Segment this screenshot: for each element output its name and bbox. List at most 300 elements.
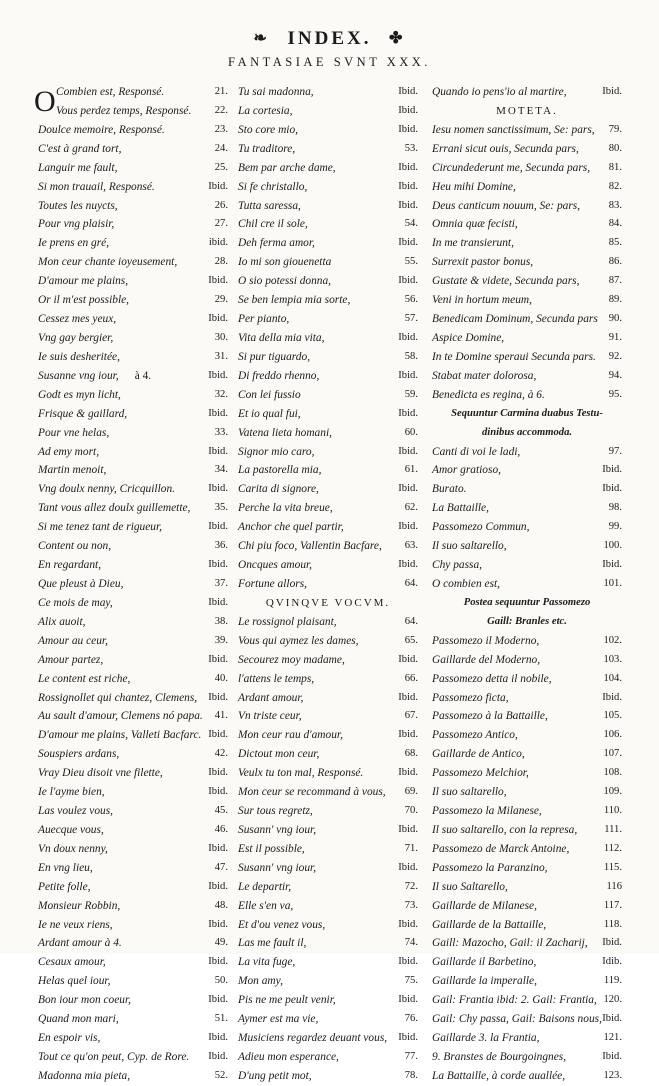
entry-page: Idib. xyxy=(602,956,622,968)
entry-title: Le rossignol plaisant, xyxy=(238,615,337,628)
entry-title: Musiciens regardez deuant vous, xyxy=(238,1032,388,1045)
entry-title: Au sault d'amour, Clemens nó papa. xyxy=(38,710,203,723)
index-entry xyxy=(238,215,418,234)
entry-title: Susann' vng iour, xyxy=(238,861,317,874)
entry-title: Carita di signore, xyxy=(238,483,319,496)
entry-title: Amour partez, xyxy=(38,653,104,666)
entry-page: 99. xyxy=(608,521,622,533)
index-entry xyxy=(238,953,418,972)
index-entry xyxy=(238,121,418,140)
entry-page: 66. xyxy=(404,672,418,684)
entry-title: Pour vng plaisir, xyxy=(38,218,115,231)
entry-title: Ardant amour, xyxy=(238,691,304,704)
index-entry xyxy=(238,859,418,878)
entry-title: Sto core mio, xyxy=(238,123,299,136)
entry-page: Ibid. xyxy=(398,918,418,930)
index-entry xyxy=(238,916,418,935)
entry-title: Con lei fussio xyxy=(238,388,301,401)
index-entry xyxy=(38,215,228,234)
index-entry xyxy=(38,651,228,670)
index-entry xyxy=(238,632,418,651)
index-entry xyxy=(238,934,418,953)
entry-title: En espoir vis, xyxy=(38,1032,101,1045)
entry-page: 71. xyxy=(404,842,418,854)
entry-page: 61. xyxy=(404,464,418,476)
entry-title: Sur tous regretz, xyxy=(238,805,313,818)
index-entry xyxy=(238,499,418,518)
index-entry xyxy=(38,972,228,991)
index-entry xyxy=(38,386,228,405)
entry-page: 85. xyxy=(608,237,622,249)
entry-title: C'est à grand tort, xyxy=(38,142,122,155)
entry-page: 55. xyxy=(404,256,418,268)
index-entry xyxy=(432,1029,622,1048)
index-entry xyxy=(238,745,418,764)
entry-page: Ibid. xyxy=(208,180,228,192)
entry-page: 26. xyxy=(214,199,228,211)
entry-page: 45. xyxy=(214,805,228,817)
entry-page: Ibid. xyxy=(398,445,418,457)
entry-page: 79. xyxy=(608,123,622,135)
index-entry xyxy=(38,272,228,291)
entry-title: Monsieur Robbin, xyxy=(38,899,121,912)
index-entry xyxy=(38,1067,228,1086)
section-note: Postea sequuntur Passomezo xyxy=(463,596,591,608)
entry-title: Anchor che quel partir, xyxy=(238,521,344,534)
entry-page: 101. xyxy=(603,577,622,589)
entry-page: 92. xyxy=(608,350,622,362)
entry-title: Vng gay bergier, xyxy=(38,331,114,344)
entry-title: Per pianto, xyxy=(238,313,290,326)
index-entry xyxy=(432,253,622,272)
entry-title: La Battaille, xyxy=(432,502,489,515)
entry-title: Or il m'est possible, xyxy=(38,294,130,307)
entry-page: Ibid. xyxy=(602,1051,622,1063)
entry-page: 84. xyxy=(608,218,622,230)
index-entry xyxy=(38,726,228,745)
index-entry xyxy=(238,1048,418,1067)
entry-page: Ibid. xyxy=(602,559,622,571)
entry-title: Gaillarde de Milanese, xyxy=(432,899,537,912)
entry-title: Elle s'en va, xyxy=(238,899,294,912)
entry-page: Ibid. xyxy=(398,86,418,97)
entry-title: Vn doux nenny, xyxy=(38,842,108,855)
entry-page: Ibid. xyxy=(398,521,418,533)
entry-page: 76. xyxy=(404,1013,418,1025)
entry-page: Ibid. xyxy=(398,823,418,835)
entry-page: Ibid. xyxy=(602,86,622,97)
entry-title: Et io qual fui, xyxy=(238,407,301,420)
entry-page: Ibid. xyxy=(208,729,228,741)
entry-title: Le content est riche, xyxy=(38,672,131,685)
entry-page: 29. xyxy=(214,294,228,306)
index-entry xyxy=(238,443,418,462)
index-entry xyxy=(38,1029,228,1048)
index-entry xyxy=(38,1010,228,1029)
entry-title: Languir me fault, xyxy=(38,161,118,174)
entry-page: 32. xyxy=(214,388,228,400)
index-entry xyxy=(432,745,622,764)
entry-page: Ibid. xyxy=(398,407,418,419)
entry-page: Ibid. xyxy=(602,691,622,703)
entry-page: 106. xyxy=(603,729,622,741)
section-note: dinibus accommoda. xyxy=(481,426,573,438)
index-entry xyxy=(432,367,622,386)
index-entry xyxy=(38,197,228,216)
entry-page: 68. xyxy=(404,748,418,760)
entry-page: 25. xyxy=(214,161,228,173)
index-entry xyxy=(38,934,228,953)
entry-title: Veni in hortum meum, xyxy=(432,294,532,307)
entry-title: Chi piu foco, Vallentin Bacfare, xyxy=(238,540,382,553)
index-entry xyxy=(238,1029,418,1048)
entry-title: Content ou non, xyxy=(38,540,112,553)
index-entry xyxy=(38,499,228,518)
index-entry xyxy=(238,1067,418,1086)
index-entry xyxy=(238,726,418,745)
entry-page: 108. xyxy=(603,767,622,779)
entry-title: Tu traditore, xyxy=(238,142,296,155)
entry-title: Tout ce qu'on peut, Cyp. de Rore. xyxy=(38,1051,190,1064)
entry-title: En regardant, xyxy=(38,559,102,572)
index-entry xyxy=(238,991,418,1010)
index-entry xyxy=(432,197,622,216)
entry-page: Ibid. xyxy=(208,994,228,1006)
entry-page: 90. xyxy=(608,313,622,325)
index-entry xyxy=(432,310,622,329)
index-entry xyxy=(432,840,622,859)
entry-title: Gail: Frantia ibid: 2. Gail: Frantia, xyxy=(432,994,597,1007)
index-entry xyxy=(38,859,228,878)
entry-page: Ibid. xyxy=(398,104,418,116)
entry-page: Ibid. xyxy=(208,767,228,779)
index-entry xyxy=(38,991,228,1010)
section-note: Gaill: Branles etc. xyxy=(487,615,567,627)
index-entry xyxy=(38,840,228,859)
index-entry xyxy=(432,972,622,991)
entry-page: Ibid. xyxy=(208,880,228,892)
entry-page: 109. xyxy=(603,786,622,798)
entry-title: Passomezo Melchior, xyxy=(432,767,529,780)
index-entry xyxy=(432,859,622,878)
index-entry xyxy=(432,1067,622,1086)
entry-page: 75. xyxy=(404,975,418,987)
fleuron-left-icon: ❧ xyxy=(253,30,270,47)
index-entry xyxy=(432,953,622,972)
entry-title: Mon ceur rau d'amour, xyxy=(238,729,343,742)
entry-page: 94. xyxy=(608,369,622,381)
entry-page: Ibid. xyxy=(398,161,418,173)
entry-page: 50. xyxy=(214,975,228,987)
entry-title: Burato. xyxy=(432,483,467,496)
index-entry xyxy=(38,480,228,499)
entry-page: 53. xyxy=(404,142,418,154)
entry-page: 107. xyxy=(603,748,622,760)
entry-title: Omnia quæ fecisti, xyxy=(432,218,518,231)
entry-page: 115. xyxy=(603,861,622,873)
entry-page: 119. xyxy=(603,975,622,987)
index-entry xyxy=(238,764,418,783)
entry-voices: à 4. xyxy=(134,369,152,382)
entry-page: Ibid. xyxy=(208,521,228,533)
entry-title: Ie l'ayme bien, xyxy=(38,786,105,799)
entry-title: Signor mio caro, xyxy=(238,445,315,458)
index-entry xyxy=(238,140,418,159)
entry-title: Mon ceur chante ioyeusement, xyxy=(38,256,178,269)
entry-page: Ibid. xyxy=(398,559,418,571)
entry-page: Ibid. xyxy=(398,123,418,135)
entry-page: 116 xyxy=(606,880,622,892)
entry-title: Errani sicut ouis, Secunda pars, xyxy=(432,142,579,155)
entry-title: Vng doulx nenny, Cricquillon. xyxy=(38,483,175,496)
section-heading: MOTETA. xyxy=(496,104,558,117)
entry-page: 89. xyxy=(608,294,622,306)
index-entry xyxy=(38,291,228,310)
entry-title: Stabat mater dolorosa, xyxy=(432,369,537,382)
entry-page: 41. xyxy=(214,710,228,722)
entry-page: 112. xyxy=(603,842,622,854)
entry-title: Gaillarde 3. la Frantia, xyxy=(432,1032,540,1045)
entry-page: 67. xyxy=(404,710,418,722)
index-entry xyxy=(238,272,418,291)
index-entry xyxy=(432,1010,622,1029)
entry-title: Passomezo Commun, xyxy=(432,521,530,534)
index-entry xyxy=(38,594,228,613)
entry-title: Et d'ou venez vous, xyxy=(238,918,326,931)
index-entry xyxy=(38,613,228,632)
entry-page: Ibid. xyxy=(398,1032,418,1044)
index-column-right xyxy=(432,83,622,1086)
entry-title: Deus canticum nouum, Se: pars, xyxy=(432,199,581,212)
index-entry xyxy=(38,878,228,897)
entry-page: Ibid. xyxy=(398,180,418,192)
index-entry xyxy=(38,461,228,480)
entry-title: Ardant amour à 4. xyxy=(38,937,122,950)
index-entry xyxy=(238,329,418,348)
entry-title: Chy passa, xyxy=(432,559,482,572)
entry-title: Heu mihi Domine, xyxy=(432,180,516,193)
entry-page: 64. xyxy=(404,577,418,589)
entry-page: 37. xyxy=(214,577,228,589)
entry-title: Canti di voi le ladi, xyxy=(432,445,521,458)
entry-page: Ibid. xyxy=(208,407,228,419)
entry-page: Ibid. xyxy=(602,937,622,949)
entry-page: Ibid. xyxy=(602,1013,622,1025)
entry-page: 36. xyxy=(214,540,228,552)
entry-page: 105. xyxy=(603,710,622,722)
entry-page: 77. xyxy=(404,1051,418,1063)
index-entry xyxy=(238,1010,418,1029)
entry-page: 38. xyxy=(214,615,228,627)
index-entry xyxy=(238,197,418,216)
entry-title: Gaillarde del Moderno, xyxy=(432,653,541,666)
entry-page: 59. xyxy=(404,388,418,400)
entry-page: 47. xyxy=(214,861,228,873)
index-entry xyxy=(38,329,228,348)
entry-page: Ibid. xyxy=(398,691,418,703)
entry-title: Auecque vous, xyxy=(38,823,104,836)
index-entry xyxy=(432,234,622,253)
entry-title: D'amour me plains, Valleti Bacfarc. xyxy=(38,729,202,742)
entry-title: Las voulez vous, xyxy=(38,805,113,818)
index-entry xyxy=(432,272,622,291)
index-entry xyxy=(238,670,418,689)
entry-title: Ie suis desheritée, xyxy=(38,350,120,363)
section-heading: QVINQVE VOCVM. xyxy=(265,596,391,609)
entry-title: Perche la vita breue, xyxy=(238,502,333,515)
entry-page: 111. xyxy=(604,823,622,835)
index-entry xyxy=(432,802,622,821)
entry-title: La vita fuge, xyxy=(238,956,296,969)
entry-page: 63. xyxy=(404,540,418,552)
index-entry xyxy=(38,783,228,802)
entry-title: Que pleust à Dieu, xyxy=(38,577,124,590)
entry-page: Ibid. xyxy=(398,199,418,211)
index-entry xyxy=(432,764,622,783)
entry-page: 121. xyxy=(603,1032,622,1044)
entry-title: Las me fault il, xyxy=(238,937,307,950)
index-entry xyxy=(38,689,228,708)
index-entry xyxy=(238,689,418,708)
entry-page: Ibid. xyxy=(602,483,622,495)
entry-title: Susann' vng iour, xyxy=(238,823,317,836)
entry-title: Passomezo detta il nobile, xyxy=(432,672,552,685)
entry-title: Petite folle, xyxy=(38,880,91,893)
index-entry xyxy=(432,707,622,726)
index-entry xyxy=(38,405,228,424)
entry-page: Ibid. xyxy=(398,767,418,779)
entry-title: Deh ferma amor, xyxy=(238,237,315,250)
entry-page: 80. xyxy=(608,142,622,154)
entry-page: 31. xyxy=(214,350,228,362)
index-entry xyxy=(432,878,622,897)
entry-title: Si mon trauail, Responsé. xyxy=(38,180,155,193)
entry-title: Gaill: Mazocho, Gail: il Zacharij, xyxy=(432,937,588,950)
index-entry xyxy=(38,178,228,197)
index-entry xyxy=(238,424,418,443)
entry-title: Passomezo Antico, xyxy=(432,729,518,742)
index-entry xyxy=(238,480,418,499)
entry-title: Bem par arche dame, xyxy=(238,161,336,174)
entry-page: 117. xyxy=(603,899,622,911)
entry-title: Quando io pens'io al martire, xyxy=(432,86,567,98)
index-entry xyxy=(432,215,622,234)
entry-page: 35. xyxy=(214,502,228,514)
entry-title: Iesu nomen sanctissimum, Se: pars, xyxy=(432,123,595,136)
index-entry xyxy=(432,670,622,689)
index-entry xyxy=(238,102,418,121)
entry-page: 102. xyxy=(603,634,622,646)
index-entry xyxy=(432,443,622,462)
index-entry xyxy=(238,386,418,405)
entry-title: La cortesia, xyxy=(238,104,293,117)
entry-page: Ibid. xyxy=(398,861,418,873)
index-entry xyxy=(38,897,228,916)
index-entry xyxy=(38,556,228,575)
entry-title: Io mi son giouenetta xyxy=(238,256,332,269)
entry-page: 64. xyxy=(404,615,418,627)
entry-page: Ibid. xyxy=(208,786,228,798)
entry-title: Vn triste ceur, xyxy=(238,710,302,723)
entry-title: Passomezo de Marck Antoine, xyxy=(432,842,570,855)
index-entry xyxy=(38,575,228,594)
index-entry xyxy=(38,424,228,443)
index-entry xyxy=(238,556,418,575)
entry-title: Le departir, xyxy=(238,880,292,893)
index-entry xyxy=(432,159,622,178)
entry-page: Ibid. xyxy=(208,369,228,381)
entry-title: Veulx tu ton mal, Responsé. xyxy=(238,767,364,780)
index-entry xyxy=(38,1048,228,1067)
entry-page: Ibid. xyxy=(208,1032,228,1044)
entry-title: Godt es myn licht, xyxy=(38,388,121,401)
entry-page: 56. xyxy=(404,294,418,306)
section-heading-fantasiae: FANTASIAE SVNT XXX. xyxy=(228,55,431,69)
entry-title: Cessez mes yeux, xyxy=(38,313,117,326)
index-entry xyxy=(238,348,418,367)
index-entry xyxy=(432,329,622,348)
entry-title: In te Domine speraui Secunda pars. xyxy=(432,350,596,363)
entry-page: 73. xyxy=(404,899,418,911)
entry-page: Ibid. xyxy=(208,275,228,287)
index-entry xyxy=(238,234,418,253)
index-entry xyxy=(38,121,228,140)
index-entry xyxy=(38,102,228,121)
entry-page: 78. xyxy=(404,1069,418,1081)
entry-page: 39. xyxy=(214,634,228,646)
entry-title: Circundederunt me, Secunda pars, xyxy=(432,161,591,174)
index-entry xyxy=(38,745,228,764)
index-entry xyxy=(432,916,622,935)
entry-page: 42. xyxy=(214,748,228,760)
entry-title: Tu sai madonna, xyxy=(238,86,314,98)
entry-page: 21. xyxy=(214,86,228,97)
entry-title: Passomezo il Moderno, xyxy=(432,634,540,647)
index-entry xyxy=(432,934,622,953)
index-entry xyxy=(432,556,622,575)
index-entry xyxy=(38,670,228,689)
entry-page: Ibid. xyxy=(208,1051,228,1063)
page-title: INDEX. xyxy=(287,28,372,49)
entry-title: Gaillarde il Barbetino, xyxy=(432,956,537,969)
entry-page: 81. xyxy=(608,161,622,173)
index-entry xyxy=(238,405,418,424)
entry-page: 48. xyxy=(214,899,228,911)
entry-title: Frisque & gaillard, xyxy=(38,407,128,420)
entry-title: D'ung petit mot, xyxy=(238,1069,312,1082)
entry-title: Il suo saltarello, xyxy=(432,786,507,799)
entry-title: In me transierunt, xyxy=(432,237,514,250)
index-entry xyxy=(238,537,418,556)
entry-page: 65. xyxy=(404,634,418,646)
index-entry xyxy=(238,178,418,197)
entry-page: Ibid. xyxy=(398,994,418,1006)
index-entry xyxy=(38,537,228,556)
entry-title: Cesaux amour, xyxy=(38,956,106,969)
entry-page: 23. xyxy=(214,123,228,135)
entry-title: Il suo Saltarello, xyxy=(432,880,508,893)
entry-title: Mon amy, xyxy=(238,975,283,988)
index-entry xyxy=(238,897,418,916)
index-entry xyxy=(38,140,228,159)
index-entry xyxy=(432,348,622,367)
entry-page: 33. xyxy=(214,426,228,438)
entry-page: 86. xyxy=(608,256,622,268)
entry-page: 118. xyxy=(603,918,622,930)
entry-title: 9. Branstes de Bourgoingnes, xyxy=(432,1051,567,1064)
entry-title: Si me tenez tant de rigueur, xyxy=(38,521,163,534)
index-entry xyxy=(38,764,228,783)
